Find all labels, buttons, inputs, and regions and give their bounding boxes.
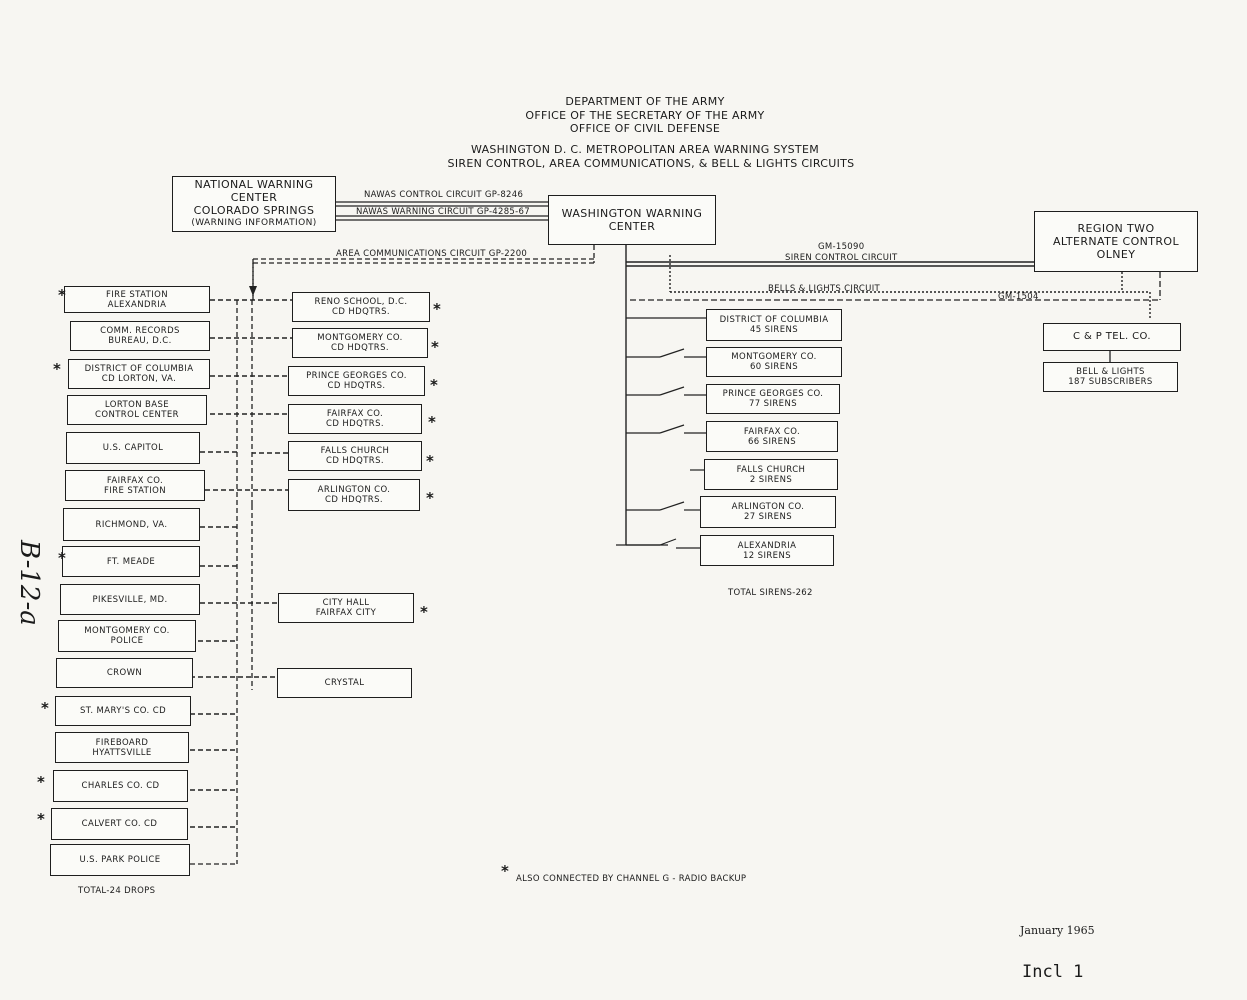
drop-pikesville (60, 584, 200, 615)
siren-montgomery (706, 347, 842, 377)
drop-lorton-base-control-center (67, 395, 207, 425)
drop-us-park-police (50, 844, 190, 876)
asterisk-marker: * (426, 452, 434, 470)
drop-label: DISTRICT OF COLUMBIA CD LORTON, VA. (84, 364, 194, 384)
asterisk-marker: * (58, 549, 66, 567)
drop-label: FAIRFAX CO. CD HDQTRS. (325, 409, 384, 429)
asterisk-marker: * (58, 286, 66, 304)
drop-city-hall-fairfax (278, 593, 414, 623)
siren-label: MONTGOMERY CO. 60 SIRENS (731, 352, 817, 372)
drop-label: COMM. RECORDS BUREAU, D.C. (100, 326, 180, 346)
drop-label: RICHMOND, VA. (95, 519, 168, 530)
drop-label: FIREBOARD HYATTSVILLE (92, 737, 152, 758)
siren-label: FAIRFAX CO. 66 SIRENS (743, 426, 801, 447)
drop-label: FAIRFAX CO. FIRE STATION (103, 475, 166, 496)
drop-falls-church-cd (288, 441, 422, 471)
region-line-1: REGION TWO (1077, 222, 1155, 235)
footnote-asterisk: * (501, 862, 509, 880)
diagram-subtitle: SIREN CONTROL, AREA COMMUNICATIONS, & BELL & LIGHTS CIRCUITS (447, 157, 855, 170)
asterisk-marker: * (41, 699, 49, 717)
total-sirens: TOTAL SIRENS-262 (728, 588, 813, 598)
nwc-line-1: NATIONAL WARNING CENTER (194, 178, 314, 204)
asterisk-marker: * (426, 489, 434, 507)
drop-label: CITY HALL FAIRFAX CITY (315, 598, 377, 618)
drop-label: U.S. PARK POLICE (79, 855, 161, 865)
bell-lights-subscribers (1043, 362, 1178, 392)
drop-label: FALLS CHURCH CD HDQTRS. (320, 446, 390, 466)
siren-arlington (700, 496, 836, 528)
handwritten-page-mark: B-12-a (14, 540, 44, 626)
gm15090-label: GM-15090 (818, 242, 865, 252)
drop-label: MONTGOMERY CO. POLICE (84, 626, 170, 646)
siren-label: ALEXANDRIA 12 SIRENS (737, 540, 797, 561)
drop-charles-cd (53, 770, 188, 802)
total-drops: TOTAL-24 DROPS (78, 886, 156, 896)
cp-tel-co: C & P TEL. CO. (1043, 323, 1181, 351)
nwc-line-3: (WARNING INFORMATION) (191, 218, 317, 228)
drop-fairfax-fire-station (65, 470, 205, 501)
drop-label: U.S. CAPITOL (102, 443, 164, 453)
header-office-civil-defense: OFFICE OF CIVIL DEFENSE (569, 122, 721, 135)
asterisk-marker: * (428, 413, 436, 431)
diagram-title: WASHINGTON D. C. METROPOLITAN AREA WARNING SYSTEM (471, 143, 819, 156)
siren-label: ARLINGTON CO. 27 SIRENS (731, 502, 805, 522)
drop-fairfax-cd (288, 404, 422, 434)
bell-line-2: 187 SUBSCRIBERS (1068, 377, 1153, 387)
header-office-secretary: OFFICE OF THE SECRETARY OF THE ARMY (525, 109, 765, 122)
wwc-line-2: CENTER (608, 220, 656, 233)
drop-label: CALVERT CO. CD (81, 819, 158, 829)
drop-label: LORTON BASE CONTROL CENTER (95, 400, 179, 420)
drop-label: FT. MEADE (106, 556, 156, 567)
drop-crown (56, 658, 193, 688)
drop-label: CHARLES CO. CD (81, 781, 160, 791)
siren-alexandria (700, 535, 834, 566)
washington-warning-center (548, 195, 716, 245)
drop-label: PRINCE GEORGES CO. CD HDQTRS. (306, 371, 407, 391)
national-warning-center (172, 176, 336, 232)
bells-lights-circuit-label: BELLS & LIGHTS CIRCUIT (768, 284, 880, 294)
drop-label: CROWN (106, 668, 143, 678)
siren-district-of-columbia (706, 309, 842, 341)
drop-label: FIRE STATION ALEXANDRIA (105, 289, 168, 310)
drop-dc-cd-lorton (68, 359, 210, 389)
asterisk-marker: * (37, 773, 45, 791)
siren-label: DISTRICT OF COLUMBIA 45 SIRENS (719, 315, 829, 335)
drop-montgomery-cd (292, 328, 428, 358)
drop-label: PIKESVILLE, MD. (92, 594, 168, 605)
area-communications-circuit-label: AREA COMMUNICATIONS CIRCUIT GP-2200 (336, 249, 528, 259)
drop-comm-records-bureau (70, 321, 210, 351)
drop-ft-meade (62, 546, 200, 577)
region-line-3: OLNEY (1096, 248, 1136, 261)
gm1504-label: GM-1504 (998, 292, 1039, 302)
drop-label: RENO SCHOOL, D.C. CD HDQTRS. (314, 297, 408, 317)
drop-label: ST. MARY'S CO. CD (79, 706, 167, 716)
drop-label: ARLINGTON CO. CD HDQTRS. (317, 485, 391, 505)
drop-calvert-cd (51, 808, 188, 840)
drop-prince-georges-cd (288, 366, 425, 396)
drop-label: CRYSTAL (324, 678, 365, 688)
siren-label: FALLS CHURCH 2 SIRENS (736, 464, 806, 485)
inclosure-label: Incl 1 (1022, 962, 1084, 982)
siren-fairfax (706, 421, 838, 452)
drop-fireboard-hyattsville (55, 732, 189, 763)
nawas-warning-circuit-label: NAWAS WARNING CIRCUIT GP-4285-67 (356, 207, 530, 217)
drop-fire-station-alexandria (64, 286, 210, 313)
drop-crystal (277, 668, 412, 698)
asterisk-marker: * (433, 300, 441, 318)
drop-arlington-cd (288, 479, 420, 511)
header-dept: DEPARTMENT OF THE ARMY (565, 95, 725, 108)
nawas-control-circuit-label: NAWAS CONTROL CIRCUIT GP-8246 (364, 190, 524, 200)
nwc-line-2: COLORADO SPRINGS (193, 204, 315, 217)
wwc-line-1: WASHINGTON WARNING (561, 207, 703, 220)
drop-reno-school (292, 292, 430, 322)
asterisk-marker: * (53, 360, 61, 378)
siren-control-circuit-label: SIREN CONTROL CIRCUIT (785, 253, 898, 263)
siren-prince-georges (706, 384, 840, 414)
siren-falls-church (704, 459, 838, 490)
asterisk-marker: * (420, 603, 428, 621)
footnote-text: ALSO CONNECTED BY CHANNEL G - RADIO BACKUP (516, 874, 747, 884)
drop-montgomery-police (58, 620, 196, 652)
drop-us-capitol (66, 432, 200, 464)
siren-label: PRINCE GEORGES CO. 77 SIRENS (722, 389, 824, 409)
asterisk-marker: * (431, 338, 439, 356)
drop-richmond (63, 508, 200, 541)
drop-label: MONTGOMERY CO. CD HDQTRS. (317, 333, 403, 353)
bell-line-1: BELL & LIGHTS (1076, 367, 1145, 377)
asterisk-marker: * (430, 376, 438, 394)
asterisk-marker: * (37, 810, 45, 828)
date-stamp: January 1965 (1020, 924, 1095, 937)
region-line-2: ALTERNATE CONTROL (1052, 235, 1180, 248)
drop-st-marys-cd (55, 696, 191, 726)
region-two-alternate-control (1034, 211, 1198, 272)
